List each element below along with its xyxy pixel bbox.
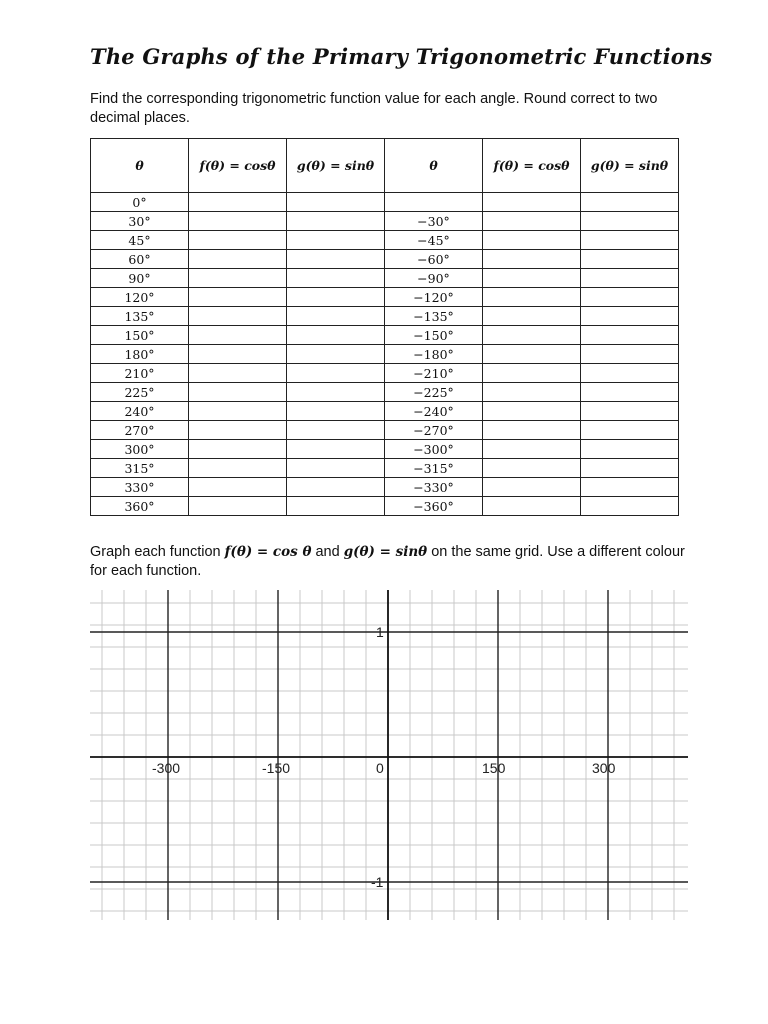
answer-cell[interactable] [287, 459, 385, 478]
graph-instruction-part2: and [311, 544, 344, 560]
table-row [91, 250, 679, 269]
answer-cell[interactable] [189, 345, 287, 364]
y-tick-label: -1 [371, 874, 384, 890]
table-instruction: Find the corresponding trigonometric function value for each angle. Round correct to two decimal places. [90, 91, 658, 126]
answer-cell[interactable] [581, 212, 679, 231]
answer-cell[interactable] [483, 364, 581, 383]
answer-cell[interactable] [287, 478, 385, 497]
answer-cell[interactable] [483, 250, 581, 269]
table-row [91, 478, 679, 497]
answer-cell[interactable] [483, 459, 581, 478]
table-row [91, 193, 679, 212]
answer-cell[interactable] [287, 383, 385, 402]
x-tick-label: 300 [592, 760, 616, 776]
angle-cell: 240° [91, 402, 189, 421]
g-expression: g(θ) = sinθ [343, 544, 428, 560]
answer-cell[interactable] [189, 478, 287, 497]
answer-cell[interactable] [287, 231, 385, 250]
angle-cell [385, 193, 483, 212]
table-header-row [91, 139, 679, 193]
angle-cell: 0° [91, 193, 189, 212]
table-row [91, 421, 679, 440]
angle-cell: −270° [385, 421, 483, 440]
table-row [91, 497, 679, 516]
page-title: The Graphs of the Primary Trigonometric Functions [90, 44, 713, 69]
answer-cell[interactable] [581, 193, 679, 212]
angle-cell: 270° [91, 421, 189, 440]
table-row [91, 326, 679, 345]
answer-cell[interactable] [483, 231, 581, 250]
answer-cell[interactable] [483, 421, 581, 440]
graph-instruction [90, 543, 690, 581]
f-expression: f(θ) = cos θ [224, 544, 312, 560]
answer-cell[interactable] [189, 212, 287, 231]
graph-grid[interactable] [90, 590, 688, 920]
answer-cell[interactable] [581, 231, 679, 250]
answer-cell[interactable] [581, 459, 679, 478]
answer-cell[interactable] [581, 307, 679, 326]
answer-cell[interactable] [287, 345, 385, 364]
answer-cell[interactable] [483, 212, 581, 231]
answer-cell[interactable] [287, 288, 385, 307]
table-header-cell: f(θ) = cosθ [483, 139, 581, 193]
angle-cell: −240° [385, 402, 483, 421]
answer-cell[interactable] [287, 212, 385, 231]
table-header-cell: f(θ) = cosθ [189, 139, 287, 193]
table-body [91, 193, 679, 516]
angle-cell: −30° [385, 212, 483, 231]
angle-cell: −315° [385, 459, 483, 478]
angle-cell: −225° [385, 383, 483, 402]
answer-cell[interactable] [581, 497, 679, 516]
answer-cell[interactable] [483, 345, 581, 364]
angle-cell: 315° [91, 459, 189, 478]
answer-cell[interactable] [189, 440, 287, 459]
table-row [91, 459, 679, 478]
answer-cell[interactable] [189, 402, 287, 421]
answer-cell[interactable] [483, 269, 581, 288]
angle-cell: −210° [385, 364, 483, 383]
answer-cell[interactable] [189, 383, 287, 402]
table-header-cell: g(θ) = sinθ [581, 139, 679, 193]
answer-cell[interactable] [581, 326, 679, 345]
answer-cell[interactable] [189, 269, 287, 288]
answer-cell[interactable] [581, 383, 679, 402]
answer-cell[interactable] [189, 250, 287, 269]
answer-cell[interactable] [581, 288, 679, 307]
graph-instruction-part1: Graph each function [90, 544, 225, 560]
answer-cell[interactable] [581, 440, 679, 459]
table-header-cell: θ [385, 139, 483, 193]
angle-cell: −180° [385, 345, 483, 364]
angle-cell: −360° [385, 497, 483, 516]
answer-cell[interactable] [287, 421, 385, 440]
answer-cell[interactable] [189, 459, 287, 478]
table-row [91, 345, 679, 364]
answer-cell[interactable] [189, 307, 287, 326]
x-tick-label: 150 [482, 760, 506, 776]
answer-cell[interactable] [189, 288, 287, 307]
answer-cell[interactable] [189, 193, 287, 212]
angle-cell: 60° [91, 250, 189, 269]
answer-cell[interactable] [483, 478, 581, 497]
answer-cell[interactable] [483, 326, 581, 345]
answer-cell[interactable] [581, 269, 679, 288]
y-tick-label: 1 [376, 624, 384, 640]
answer-cell[interactable] [189, 231, 287, 250]
angle-cell: 30° [91, 212, 189, 231]
table-row [91, 307, 679, 326]
answer-cell[interactable] [581, 250, 679, 269]
angle-cell: 120° [91, 288, 189, 307]
table-row [91, 383, 679, 402]
angle-cell: 330° [91, 478, 189, 497]
answer-cell[interactable] [189, 421, 287, 440]
answer-cell[interactable] [189, 497, 287, 516]
table-row [91, 269, 679, 288]
answer-cell[interactable] [581, 364, 679, 383]
answer-cell[interactable] [287, 326, 385, 345]
x-tick-label: 0 [376, 760, 384, 776]
answer-cell[interactable] [287, 440, 385, 459]
answer-cell[interactable] [483, 440, 581, 459]
angle-cell: 150° [91, 326, 189, 345]
angle-cell: −330° [385, 478, 483, 497]
angle-cell: 225° [91, 383, 189, 402]
table-header-cell: θ [91, 139, 189, 193]
angle-cell: −60° [385, 250, 483, 269]
angle-cell: −120° [385, 288, 483, 307]
angle-cell: −150° [385, 326, 483, 345]
x-tick-label: -300 [152, 760, 181, 776]
angle-cell: 360° [91, 497, 189, 516]
answer-cell[interactable] [287, 402, 385, 421]
answer-cell[interactable] [483, 193, 581, 212]
answer-cell[interactable] [581, 402, 679, 421]
table-row [91, 212, 679, 231]
angle-cell: 210° [91, 364, 189, 383]
answer-cell[interactable] [483, 402, 581, 421]
answer-cell[interactable] [483, 497, 581, 516]
answer-cell[interactable] [287, 250, 385, 269]
angle-cell: 90° [91, 269, 189, 288]
table-row [91, 402, 679, 421]
answer-cell[interactable] [287, 497, 385, 516]
angle-cell: −45° [385, 231, 483, 250]
answer-cell[interactable] [581, 345, 679, 364]
answer-cell[interactable] [483, 307, 581, 326]
answer-cell[interactable] [483, 383, 581, 402]
angle-cell: 300° [91, 440, 189, 459]
table-row [91, 364, 679, 383]
answer-cell[interactable] [483, 288, 581, 307]
answer-cell[interactable] [287, 193, 385, 212]
trig-values-table [90, 138, 679, 516]
answer-cell[interactable] [189, 326, 287, 345]
answer-cell[interactable] [581, 421, 679, 440]
table-row [91, 288, 679, 307]
answer-cell[interactable] [287, 269, 385, 288]
table-row [91, 440, 679, 459]
table-row [91, 231, 679, 250]
angle-cell: 45° [91, 231, 189, 250]
angle-cell: −300° [385, 440, 483, 459]
angle-cell: −135° [385, 307, 483, 326]
answer-cell[interactable] [189, 364, 287, 383]
graph-instruction-part3: on the same grid. Use a different colour for each function. [90, 544, 685, 579]
angle-cell: −90° [385, 269, 483, 288]
angle-cell: 135° [91, 307, 189, 326]
answer-cell[interactable] [287, 307, 385, 326]
angle-cell: 180° [91, 345, 189, 364]
answer-cell[interactable] [581, 478, 679, 497]
answer-cell[interactable] [287, 364, 385, 383]
table-header-cell: g(θ) = sinθ [287, 139, 385, 193]
x-tick-label: -150 [262, 760, 291, 776]
